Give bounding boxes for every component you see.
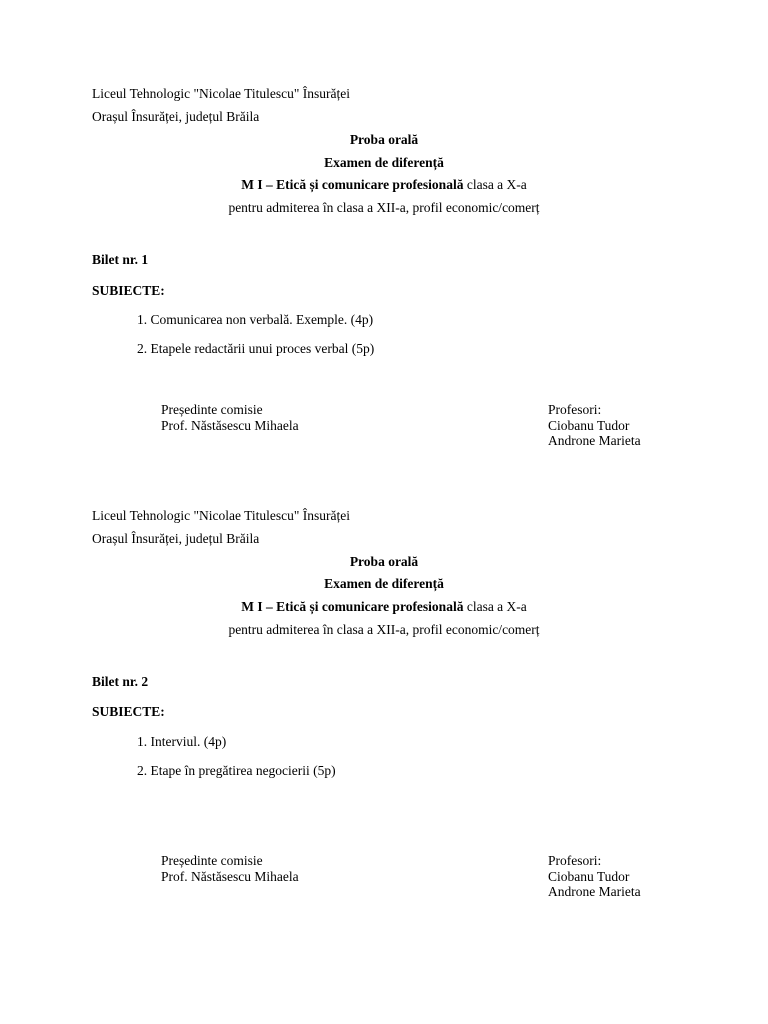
teacher-name: Androne Marieta xyxy=(548,884,641,899)
ticket-number: Bilet nr. 1 xyxy=(92,252,149,267)
ticket-number: Bilet nr. 2 xyxy=(92,674,149,689)
module-line xyxy=(0,177,768,193)
president-name: Prof. Năstăsescu Mihaela xyxy=(161,868,299,884)
school-location: Orașul Însurăței, județul Brăila xyxy=(92,109,260,124)
exam-type: Examen de diferență xyxy=(324,155,444,170)
president-title: Președinte comisie xyxy=(161,853,263,868)
school-location: Orașul Însurăței, județul Brăila xyxy=(92,531,260,546)
subject-item-1: 1. Comunicarea non verbală. Exemple. (4p) xyxy=(137,312,374,327)
president-signature-block xyxy=(161,402,299,433)
subject-item-1: 1. Interviul. (4p) xyxy=(137,734,227,749)
teachers-signature-block xyxy=(548,402,641,449)
subjects-heading: SUBIECTE: xyxy=(92,704,165,719)
president-signature-block xyxy=(161,853,299,884)
teachers-signature-block xyxy=(548,853,641,900)
school-name: Liceul Tehnologic "Nicolae Titulescu" Însurăței xyxy=(92,86,351,101)
exam-type: Examen de diferență xyxy=(324,576,444,591)
teacher-name: Ciobanu Tudor xyxy=(548,868,630,884)
president-name: Prof. Năstăsescu Mihaela xyxy=(161,417,299,433)
school-name: Liceul Tehnologic "Nicolae Titulescu" Însurăței xyxy=(92,508,351,523)
president-title: Președinte comisie xyxy=(161,402,263,417)
subject-item-2: 2. Etape în pregătirea negocierii (5p) xyxy=(137,763,336,778)
module-line xyxy=(0,599,768,615)
teachers-title: Profesori: xyxy=(548,402,602,417)
admission-line: pentru admiterea în clasa a XII-a, profil economic/comerț xyxy=(228,622,540,637)
module-name: M I – Etică și comunicare profesională xyxy=(241,599,464,614)
subjects-heading: SUBIECTE: xyxy=(92,283,165,298)
exam-title: Proba orală xyxy=(349,554,419,569)
teachers-title: Profesori: xyxy=(548,853,602,868)
subject-item-2: 2. Etapele redactării unui proces verbal (5p) xyxy=(137,341,375,356)
teacher-name: Androne Marieta xyxy=(548,433,641,448)
module-class: clasa a X-a xyxy=(463,599,527,614)
module-name: M I – Etică și comunicare profesională xyxy=(241,177,464,192)
module-class: clasa a X-a xyxy=(463,177,527,192)
admission-line: pentru admiterea în clasa a XII-a, profil economic/comerț xyxy=(228,200,540,215)
teacher-name: Ciobanu Tudor xyxy=(548,417,630,433)
exam-title: Proba orală xyxy=(349,132,419,147)
